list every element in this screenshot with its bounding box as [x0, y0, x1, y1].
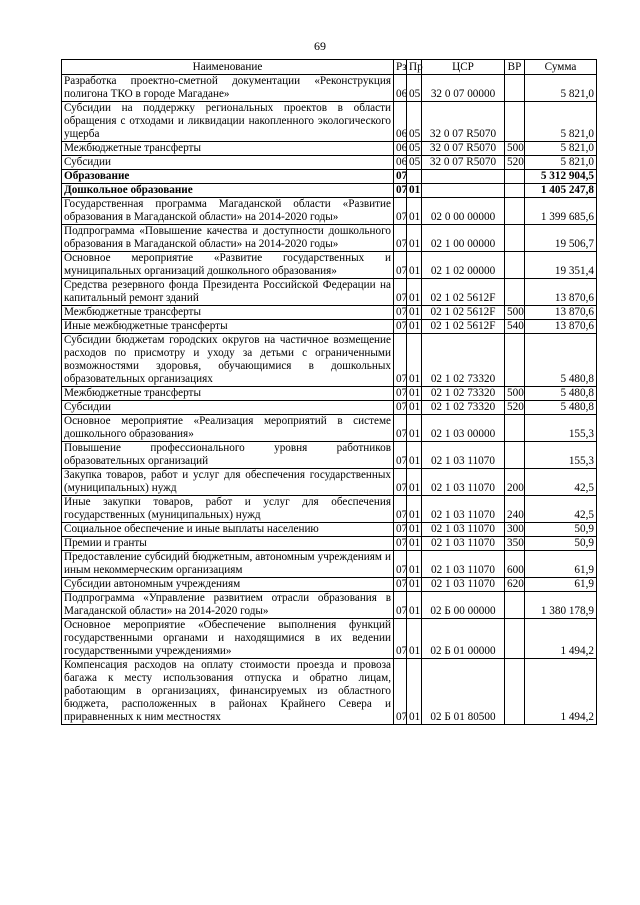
table-row	[62, 496, 597, 523]
cell-pr: 05	[407, 75, 422, 102]
cell-name: Субсидии на поддержку региональных проектов в области обращения с отходами и ликвидации накопленного экологического ущерба	[62, 102, 394, 142]
cell-sum: 5 312 904,5	[525, 170, 597, 184]
cell-pr	[407, 170, 422, 184]
cell-csr: 02 1 02 5612F	[422, 306, 505, 320]
cell-csr	[422, 170, 505, 184]
cell-csr	[422, 184, 505, 198]
cell-vr: 300	[505, 523, 525, 537]
cell-vr	[505, 592, 525, 619]
cell-sum: 61,9	[525, 551, 597, 578]
table-header-row	[62, 60, 597, 75]
cell-csr: 02 Б 01 00000	[422, 619, 505, 659]
table-row	[62, 334, 597, 387]
cell-sum: 42,5	[525, 496, 597, 523]
cell-pr: 01	[407, 334, 422, 387]
cell-csr: 02 1 03 11070	[422, 523, 505, 537]
cell-sum: 5 821,0	[525, 102, 597, 142]
cell-name: Основное мероприятие «Развитие государственных и муниципальных организаций дошкольного образования»	[62, 252, 394, 279]
cell-csr: 02 0 00 00000	[422, 198, 505, 225]
cell-sum: 5 821,0	[525, 156, 597, 170]
cell-rz: 07	[394, 334, 407, 387]
column-header-csr: ЦСР	[422, 60, 505, 75]
cell-sum: 155,3	[525, 415, 597, 442]
cell-pr: 01	[407, 184, 422, 198]
cell-name: Иные межбюджетные трансферты	[62, 320, 394, 334]
cell-name: Повышение профессионального уровня работников образовательных организаций	[62, 442, 394, 469]
cell-name: Премии и гранты	[62, 537, 394, 551]
table-row	[62, 184, 597, 198]
cell-pr: 01	[407, 551, 422, 578]
cell-name: Подпрограмма «Повышение качества и доступности дошкольного образования в Магаданской области» на 2014-2020 годы»	[62, 225, 394, 252]
cell-csr: 02 Б 00 00000	[422, 592, 505, 619]
table-row	[62, 170, 597, 184]
cell-pr: 01	[407, 387, 422, 401]
cell-name: Субсидии	[62, 401, 394, 415]
cell-name: Разработка проектно-сметной документации «Реконструкция полигона ТКО в городе Магадане»	[62, 75, 394, 102]
cell-csr: 02 1 02 73320	[422, 334, 505, 387]
cell-rz: 07	[394, 387, 407, 401]
cell-pr: 05	[407, 142, 422, 156]
cell-name: Дошкольное образование	[62, 184, 394, 198]
cell-sum: 19 506,7	[525, 225, 597, 252]
cell-rz: 07	[394, 306, 407, 320]
cell-pr: 01	[407, 537, 422, 551]
cell-csr: 32 0 07 00000	[422, 75, 505, 102]
cell-pr: 01	[407, 279, 422, 306]
cell-vr	[505, 619, 525, 659]
cell-pr: 05	[407, 102, 422, 142]
column-header-rz: Рз	[394, 60, 407, 75]
page-number: 69	[314, 39, 326, 53]
cell-csr: 02 1 03 11070	[422, 496, 505, 523]
cell-sum: 1 494,2	[525, 659, 597, 725]
cell-rz: 07	[394, 578, 407, 592]
cell-rz: 07	[394, 469, 407, 496]
cell-rz: 07	[394, 170, 407, 184]
cell-vr: 540	[505, 320, 525, 334]
cell-vr: 620	[505, 578, 525, 592]
cell-name: Средства резервного фонда Президента Российской Федерации на капитальный ремонт зданий	[62, 279, 394, 306]
cell-vr: 600	[505, 551, 525, 578]
cell-name: Социальное обеспечение и иные выплаты населению	[62, 523, 394, 537]
table-row	[62, 523, 597, 537]
cell-vr: 240	[505, 496, 525, 523]
cell-vr	[505, 659, 525, 725]
table-row	[62, 156, 597, 170]
cell-csr: 02 Б 01 80500	[422, 659, 505, 725]
cell-sum: 155,3	[525, 442, 597, 469]
cell-rz: 07	[394, 198, 407, 225]
cell-vr	[505, 170, 525, 184]
table-row	[62, 198, 597, 225]
table-row	[62, 102, 597, 142]
cell-csr: 02 1 02 5612F	[422, 320, 505, 334]
cell-csr: 02 1 03 11070	[422, 578, 505, 592]
cell-vr	[505, 225, 525, 252]
cell-name: Закупка товаров, работ и услуг для обеспечения государственных (муниципальных) нужд	[62, 469, 394, 496]
cell-vr	[505, 198, 525, 225]
cell-name: Основное мероприятие «Обеспечение выполнения функций государственными органами и находящимися в их ведении государственными учреждениями»	[62, 619, 394, 659]
cell-csr: 32 0 07 R5070	[422, 102, 505, 142]
cell-pr: 01	[407, 592, 422, 619]
cell-rz: 07	[394, 320, 407, 334]
cell-vr	[505, 102, 525, 142]
column-header-sum: Сумма	[525, 60, 597, 75]
cell-pr: 01	[407, 252, 422, 279]
cell-sum: 5 480,8	[525, 387, 597, 401]
cell-rz: 06	[394, 142, 407, 156]
cell-vr: 350	[505, 537, 525, 551]
column-header-pr: Пр	[407, 60, 422, 75]
cell-vr: 520	[505, 401, 525, 415]
cell-vr	[505, 75, 525, 102]
cell-vr: 500	[505, 306, 525, 320]
table-row	[62, 537, 597, 551]
cell-rz: 07	[394, 619, 407, 659]
cell-sum: 50,9	[525, 537, 597, 551]
table-row	[62, 252, 597, 279]
cell-rz: 06	[394, 156, 407, 170]
cell-rz: 07	[394, 537, 407, 551]
cell-rz: 07	[394, 523, 407, 537]
column-header-vr: ВР	[505, 60, 525, 75]
cell-csr: 02 1 02 5612F	[422, 279, 505, 306]
column-header-name: Наименование	[62, 60, 394, 75]
cell-sum: 1 399 685,6	[525, 198, 597, 225]
cell-rz: 07	[394, 551, 407, 578]
cell-sum: 19 351,4	[525, 252, 597, 279]
cell-csr: 02 1 03 11070	[422, 551, 505, 578]
cell-pr: 01	[407, 320, 422, 334]
cell-pr: 01	[407, 619, 422, 659]
cell-sum: 5 480,8	[525, 401, 597, 415]
cell-rz: 07	[394, 592, 407, 619]
cell-rz: 06	[394, 75, 407, 102]
table-row	[62, 469, 597, 496]
cell-sum: 5 821,0	[525, 142, 597, 156]
cell-name: Межбюджетные трансферты	[62, 142, 394, 156]
cell-sum: 5 821,0	[525, 75, 597, 102]
cell-csr: 02 1 00 00000	[422, 225, 505, 252]
cell-sum: 42,5	[525, 469, 597, 496]
cell-csr: 02 1 02 00000	[422, 252, 505, 279]
table-row	[62, 619, 597, 659]
cell-name: Государственная программа Магаданской области «Развитие образования в Магаданской области» на 2014-2020 годы»	[62, 198, 394, 225]
table-row	[62, 320, 597, 334]
cell-pr: 01	[407, 225, 422, 252]
cell-csr: 02 1 02 73320	[422, 387, 505, 401]
cell-rz: 07	[394, 252, 407, 279]
cell-csr: 02 1 02 73320	[422, 401, 505, 415]
cell-sum: 13 870,6	[525, 306, 597, 320]
cell-csr: 32 0 07 R5070	[422, 156, 505, 170]
table-row	[62, 225, 597, 252]
cell-name: Межбюджетные трансферты	[62, 387, 394, 401]
cell-name: Компенсация расходов на оплату стоимости проезда и провоза багажа к месту использования отпуска и обратно лицам, работающим в организациях, финансируемых из областного бюджета, расположенных в районах Крайнего Севера и приравненных к ним местностях	[62, 659, 394, 725]
budget-table	[61, 59, 597, 725]
table-row	[62, 415, 597, 442]
cell-vr	[505, 442, 525, 469]
cell-pr: 01	[407, 496, 422, 523]
cell-csr: 02 1 03 00000	[422, 415, 505, 442]
cell-rz: 07	[394, 415, 407, 442]
cell-pr: 01	[407, 523, 422, 537]
table-row	[62, 142, 597, 156]
cell-name: Межбюджетные трансферты	[62, 306, 394, 320]
cell-name: Субсидии автономным учреждениям	[62, 578, 394, 592]
cell-rz: 07	[394, 442, 407, 469]
cell-pr: 01	[407, 442, 422, 469]
cell-vr	[505, 184, 525, 198]
cell-rz: 07	[394, 496, 407, 523]
cell-sum: 1 405 247,8	[525, 184, 597, 198]
cell-sum: 13 870,6	[525, 320, 597, 334]
cell-pr: 01	[407, 401, 422, 415]
cell-vr: 500	[505, 387, 525, 401]
cell-sum: 5 480,8	[525, 334, 597, 387]
table-row	[62, 442, 597, 469]
cell-vr	[505, 279, 525, 306]
table-row	[62, 578, 597, 592]
cell-pr: 05	[407, 156, 422, 170]
cell-pr: 01	[407, 659, 422, 725]
cell-pr: 01	[407, 415, 422, 442]
cell-rz: 07	[394, 225, 407, 252]
cell-csr: 32 0 07 R5070	[422, 142, 505, 156]
cell-rz: 07	[394, 279, 407, 306]
cell-vr	[505, 415, 525, 442]
table-row	[62, 659, 597, 725]
cell-csr: 02 1 03 11070	[422, 442, 505, 469]
cell-pr: 01	[407, 306, 422, 320]
cell-name: Субсидии бюджетам городских округов на частичное возмещение расходов по присмотру и уходу за детьми с ограниченными возможностями здоровья, обучающимися в дошкольных образовательных организациях	[62, 334, 394, 387]
cell-vr	[505, 252, 525, 279]
cell-name: Предоставление субсидий бюджетным, автономным учреждениям и иным некоммерческим организациям	[62, 551, 394, 578]
cell-pr: 01	[407, 469, 422, 496]
table-row	[62, 279, 597, 306]
cell-vr	[505, 334, 525, 387]
cell-rz: 07	[394, 659, 407, 725]
table-row	[62, 592, 597, 619]
cell-name: Иные закупки товаров, работ и услуг для обеспечения государственных (муниципальных) нужд	[62, 496, 394, 523]
cell-csr: 02 1 03 11070	[422, 469, 505, 496]
cell-rz: 07	[394, 401, 407, 415]
cell-sum: 50,9	[525, 523, 597, 537]
cell-sum: 61,9	[525, 578, 597, 592]
cell-vr: 200	[505, 469, 525, 496]
cell-csr: 02 1 03 11070	[422, 537, 505, 551]
table-row	[62, 75, 597, 102]
cell-pr: 01	[407, 198, 422, 225]
cell-sum: 1 494,2	[525, 619, 597, 659]
cell-rz: 06	[394, 102, 407, 142]
cell-name: Основное мероприятие «Реализация мероприятий в системе дошкольного образования»	[62, 415, 394, 442]
cell-vr: 500	[505, 142, 525, 156]
cell-pr: 01	[407, 578, 422, 592]
cell-sum: 1 380 178,9	[525, 592, 597, 619]
cell-name: Субсидии	[62, 156, 394, 170]
cell-name: Образование	[62, 170, 394, 184]
cell-rz: 07	[394, 184, 407, 198]
cell-name: Подпрограмма «Управление развитием отрасли образования в Магаданской области» на 2014-2020 годы»	[62, 592, 394, 619]
table-row	[62, 551, 597, 578]
table-row	[62, 306, 597, 320]
cell-vr: 520	[505, 156, 525, 170]
cell-sum: 13 870,6	[525, 279, 597, 306]
table-row	[62, 387, 597, 401]
table-row	[62, 401, 597, 415]
